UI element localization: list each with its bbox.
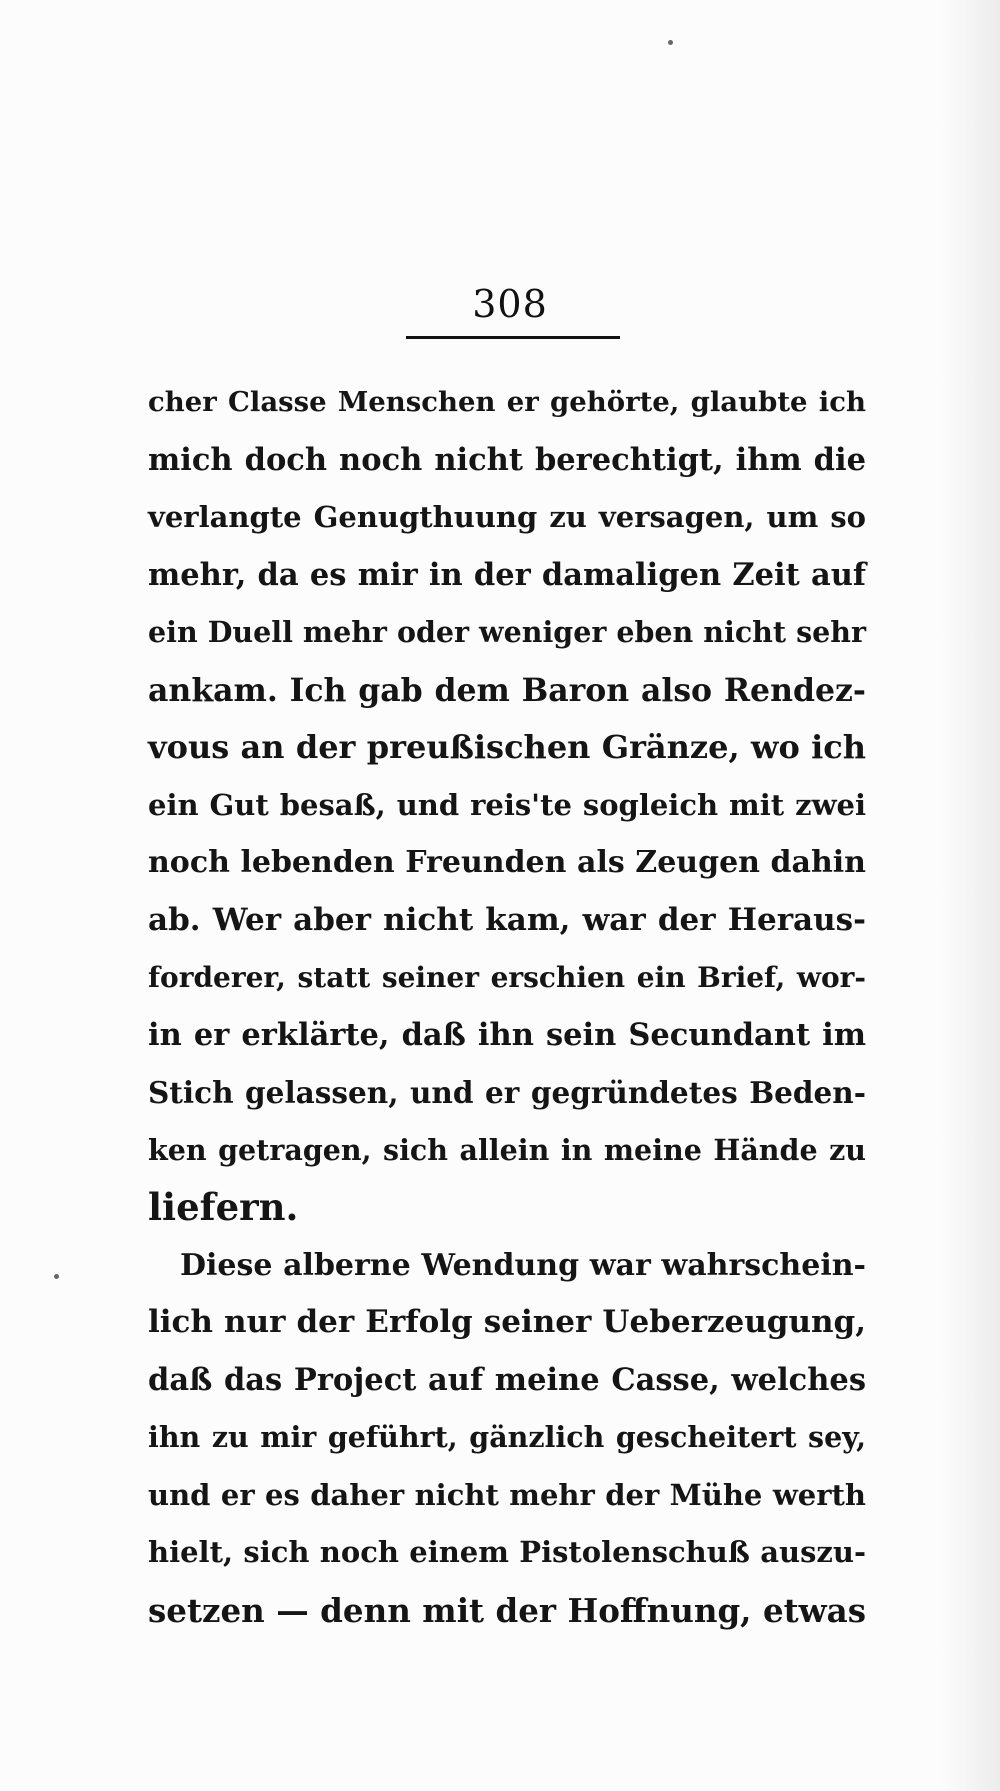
text-line: hielt, sich noch einem Pistolenschuß auszu- [148,1535,866,1569]
text-line: verlangte Genugthuung zu versagen, um so [148,500,866,534]
text-line: Stich gelassen, und er gegründetes Beden- [148,1075,866,1110]
text-line: liefern. [148,1185,299,1229]
text-line: cher Classe Menschen er gehörte, glaubte ich [148,386,866,418]
text-line: noch lebenden Freunden als Zeugen dahin [148,845,866,880]
text-line: vous an der preußischen Gränze, wo ich [148,728,866,766]
text-line: mich doch noch nicht berechtigt, ihm die [148,441,866,478]
text-line: forderer, statt seiner erschien ein Brief, wor- [148,961,866,994]
text-line: daß das Project auf meine Casse, welches [148,1361,866,1398]
body-text [148,374,866,1639]
text-line: setzen — denn mit der Hoffnung, etwas [148,1590,866,1630]
header-rule [406,336,620,339]
text-line: mehr, da es mir in der damaligen Zeit auf [148,556,866,593]
text-line: und er es daher nicht mehr der Mühe werth [148,1477,866,1512]
text-line: ein Duell mehr oder weniger eben nicht sehr [148,615,866,649]
text-line: Diese alberne Wendung war wahrschein- [180,1247,866,1283]
page-number: 308 [472,282,548,326]
text-line: ihn zu mir geführt, gänzlich gescheitert sey, [148,1420,866,1454]
paper-speck [668,40,673,45]
text-line: lich nur der Erfolg seiner Ueberzeugung, [148,1304,866,1340]
text-line: in er erklärte, daß ihn sein Secundant im [148,1016,866,1053]
text-line: ken getragen, sich allein in meine Hände zu [148,1132,866,1167]
text-line: ein Gut besaß, und reis'te sogleich mit zwei [148,787,866,822]
text-line: ab. Wer aber nicht kam, war der Heraus- [148,901,866,938]
text-line: ankam. Ich gab dem Baron also Rendez- [148,671,866,709]
paper-speck [54,1274,59,1279]
page-edge-shadow [940,0,1000,1791]
